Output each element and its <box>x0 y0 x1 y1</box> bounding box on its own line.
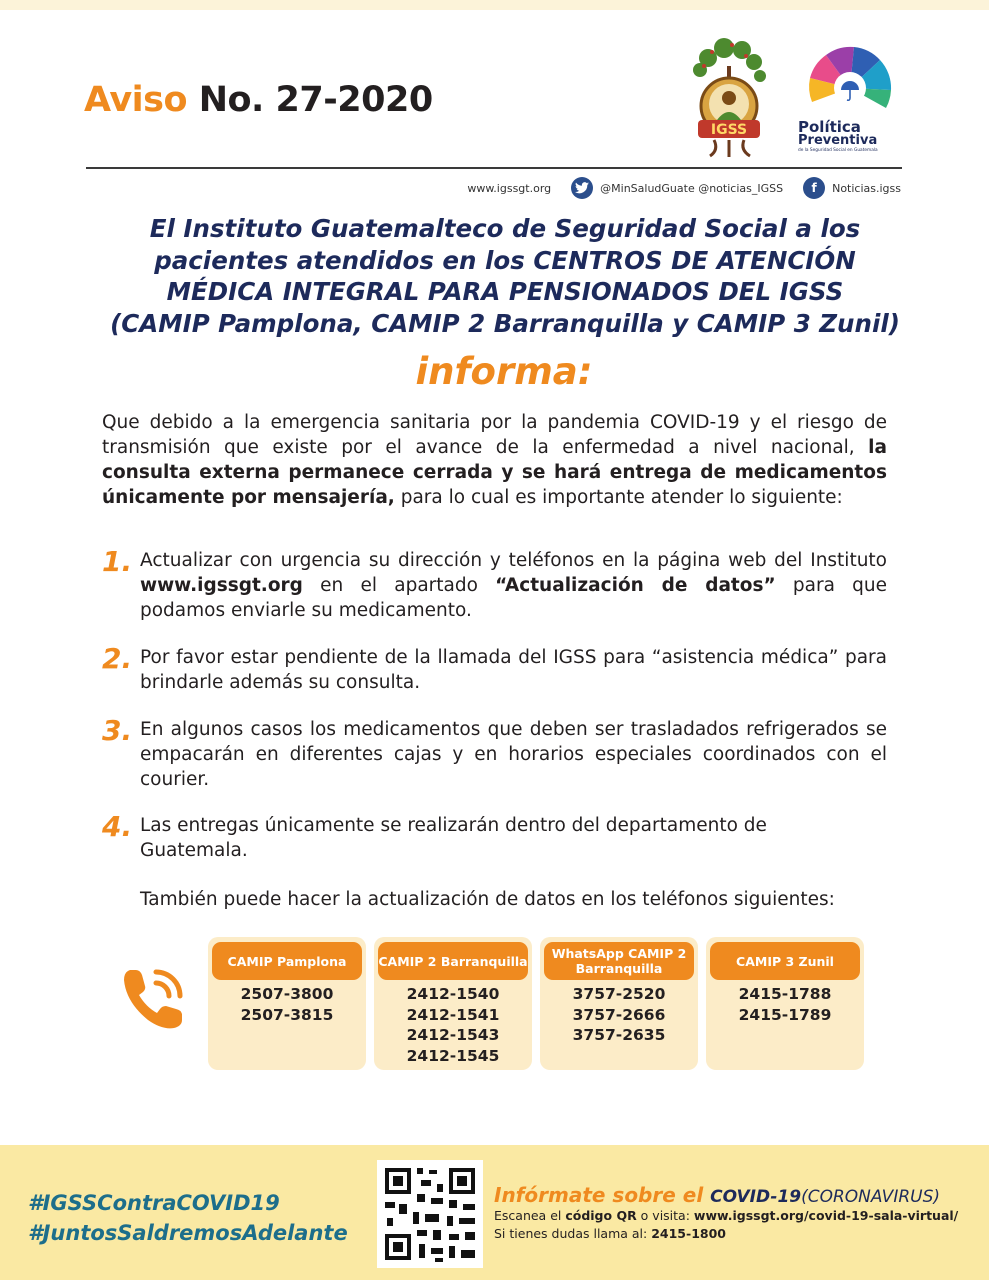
headline-line-2: pacientes atendidos en los CENTROS DE ATENCIÓN <box>154 245 856 275</box>
contact-card-barranquilla <box>374 937 532 1070</box>
notice-title-number: No. 27-2020 <box>198 80 433 120</box>
contact-card-title: CAMIP Pamplona <box>212 942 362 980</box>
notice-title-word: Aviso <box>84 80 188 120</box>
phones-intro: También puede hacer la actualización de datos en los teléfonos siguientes: <box>140 889 835 910</box>
hashtag-juntos: #JuntosSaldremosAdelante <box>28 1221 348 1245</box>
hashtags <box>28 1188 348 1248</box>
contact-card-numbers <box>706 984 864 1025</box>
contact-card-numbers <box>208 984 366 1025</box>
website-link[interactable]: www.igssgt.org <box>467 181 552 195</box>
twitter-handles[interactable]: @MinSaludGuate @noticias_IGSS <box>600 181 784 195</box>
phone-number[interactable]: 3757-2635 <box>572 1026 666 1044</box>
phone-number[interactable]: 2412-1543 <box>406 1026 500 1044</box>
phone-number[interactable]: 2415-1788 <box>738 985 832 1003</box>
covid-url-link[interactable]: www.igssgt.org/covid-19-sala-virtual/ <box>693 1208 959 1223</box>
list-item-number: 4. <box>102 810 133 843</box>
igss-logo-text: IGSS <box>710 122 748 138</box>
contact-card-zunil <box>706 937 864 1070</box>
phone-number[interactable]: 2412-1541 <box>406 1005 500 1024</box>
footer-info-scan: Escanea el código QR o visita: www.igssgt.org/covid-19-sala-virtual/ <box>494 1208 959 1223</box>
headline <box>60 213 950 339</box>
header-divider <box>86 167 902 169</box>
contact-card-title: CAMIP 3 Zunil <box>710 942 860 980</box>
phone-number[interactable]: 2507-3815 <box>240 1005 334 1024</box>
list-item-1 <box>102 545 887 623</box>
headline-line-4: (CAMIP Pamplona, CAMIP 2 Barranquilla y CAMIP 3 Zunil) <box>110 308 900 338</box>
facebook-page[interactable]: Noticias.igss <box>832 181 901 195</box>
pp-logo-line2: Preventiva <box>798 133 878 148</box>
contact-card-whatsapp-barranquilla <box>540 937 698 1070</box>
contact-card-numbers <box>540 984 698 1046</box>
headline-line-3: MÉDICA INTEGRAL PARA PENSIONADOS DEL IGSS <box>166 277 844 306</box>
phone-number[interactable]: 3757-2520 <box>572 985 666 1003</box>
informa-heading: informa: <box>415 350 593 393</box>
igss-logo <box>684 36 774 158</box>
list-item-3 <box>102 714 887 792</box>
phone-number[interactable]: 2412-1545 <box>406 1046 500 1065</box>
phone-icon <box>120 962 190 1032</box>
list-item-text: Por favor estar pendiente de la llamada del IGSS para “asistencia médica” para brindarle además su consulta. <box>140 647 887 693</box>
contact-card-pamplona <box>208 937 366 1070</box>
phone-number[interactable]: 2412-1540 <box>406 985 500 1003</box>
list-item-4 <box>102 810 887 863</box>
list-item-text: Actualizar con urgencia su dirección y teléfonos en la página web del Instituto www.igssgt.org en el apartado “Actualización de datos” para que podamos enviarle su medicamento. <box>140 550 887 621</box>
list-item-number: 3. <box>102 714 133 747</box>
list-item-text: En algunos casos los medicamentos que deben ser trasladados refrigerados se empacarán en diferentes cajas y en horarios especiales coordinados con el courier. <box>140 719 887 790</box>
footer-info-heading: Infórmate sobre el COVID-19(CORONAVIRUS) <box>494 1183 941 1207</box>
headline-line-1: El Instituto Guatemalteco de Seguridad Social a los <box>149 214 861 243</box>
qr-code[interactable] <box>377 1160 483 1268</box>
social-links <box>467 177 901 199</box>
list-item-number: 1. <box>102 545 133 578</box>
phone-number[interactable]: 3757-2666 <box>572 1005 666 1024</box>
hashtag-igss: #IGSSContraCOVID19 <box>28 1191 280 1215</box>
intro-bold-text: la consulta externa permanece cerrada y se hará entrega de medicamentos únicamente por mensajería, <box>102 437 887 508</box>
list-item-text: Las entregas únicamente se realizarán dentro del departamento de Guatemala. <box>140 815 767 861</box>
contact-card-numbers <box>374 984 532 1066</box>
hotline-number[interactable]: 2415-1800 <box>651 1226 726 1241</box>
politica-preventiva-logo <box>796 44 904 152</box>
facebook-icon: f <box>803 177 825 199</box>
pp-logo-sub: de la Seguridad Social en Guatemala <box>798 148 878 152</box>
intro-paragraph <box>102 410 887 510</box>
intro-text: Que debido a la emergencia sanitaria por la pandemia COVID-19 y el riesgo de transmisión que existe por el avance de la enfermedad a nivel nacional, <box>102 412 887 458</box>
website-link-inline[interactable]: www.igssgt.org <box>140 575 303 596</box>
contact-card-title: CAMIP 2 Barranquilla <box>378 942 528 980</box>
phone-number[interactable]: 2507-3800 <box>240 985 334 1003</box>
pp-logo-line1: Política <box>798 118 861 136</box>
twitter-icon <box>571 177 593 199</box>
list-item-number: 2. <box>102 642 133 675</box>
top-strip <box>0 0 989 10</box>
contact-card-title: WhatsApp CAMIP 2 Barranquilla <box>544 942 694 980</box>
list-item-2 <box>102 642 887 695</box>
notice-title <box>84 80 433 120</box>
intro-text-end: para lo cual es importante atender lo siguiente: <box>394 487 843 508</box>
footer-info-phone: Si tienes dudas llama al: 2415-1800 <box>494 1226 726 1241</box>
footer-info <box>494 1183 958 1243</box>
phone-number[interactable]: 2415-1789 <box>738 1005 832 1024</box>
